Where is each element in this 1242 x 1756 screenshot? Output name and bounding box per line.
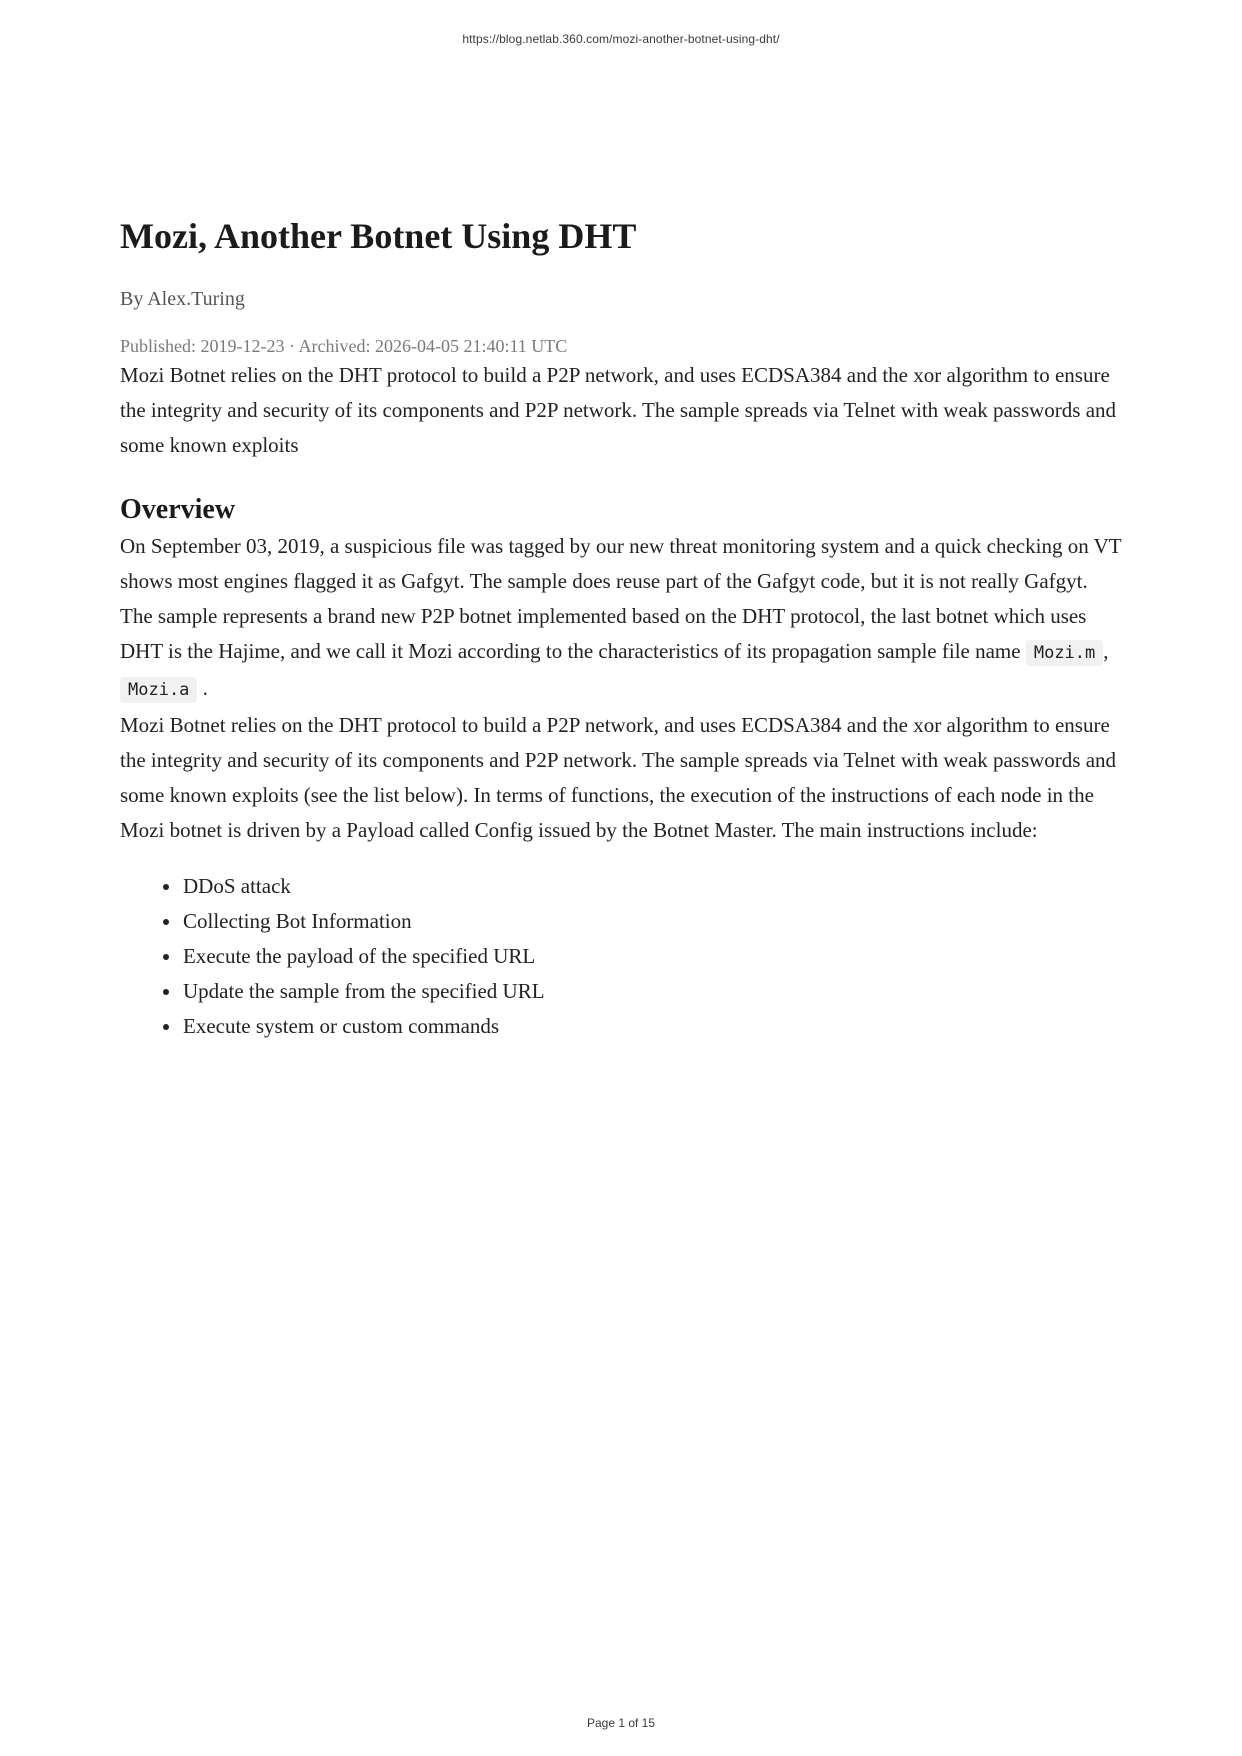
- bullet-icon: [163, 884, 169, 890]
- sample-paragraph-text: The sample represents a brand new P2P botnet implemented based on the DHT protocol, the last botnet which uses DHT is the Hajime, and we call it Mozi according to the characteristics of its propagation sample file name: [120, 604, 1087, 663]
- overview-paragraph: On September 03, 2019, a suspicious file was tagged by our new threat monitoring system and a quick checking on VT shows most engines flagged it as Gafgyt. The sample does reuse part of the Gafgyt code, but it is not really Gafgyt.: [120, 534, 1122, 593]
- list-item: [183, 939, 1130, 974]
- list-item: [183, 904, 1130, 939]
- bullet-icon: [163, 989, 169, 995]
- details-paragraph: Mozi Botnet relies on the DHT protocol to build a P2P network, and uses ECDSA384 and the xor algorithm to ensure the integrity and security of its components and P2P network. The sample spreads via Telnet with weak passwords and some known exploits (see the list below). In terms of functions, the execution of the instructions of each node in the Mozi botnet is driven by a Payload called Config issued by the Botnet Master. The main instructions include:: [120, 713, 1117, 842]
- list-item-text: Update the sample from the specified URL: [183, 979, 545, 1003]
- list-item-text: Collecting Bot Information: [183, 909, 412, 933]
- summary-paragraph: Mozi Botnet relies on the DHT protocol to build a P2P network, and uses ECDSA384 and the xor algorithm to ensure the integrity and security of its components and P2P network. The sample spreads via Telnet with weak passwords and some known exploits: [120, 363, 1117, 457]
- bullet-icon: [163, 1024, 169, 1030]
- page-url: https://blog.netlab.360.com/mozi-another-botnet-using-dht/: [462, 32, 780, 46]
- bullet-icon: [163, 919, 169, 925]
- publish-dates: Published: 2019-12-23 · Archived: 2026-04-05 21:40:11 UTC: [120, 336, 568, 356]
- sample-paragraph: [120, 599, 1130, 708]
- list-item-text: Execute system or custom commands: [183, 1014, 500, 1038]
- instructions-list: [120, 869, 1130, 1044]
- author-byline: By Alex.Turing: [120, 288, 245, 310]
- bullet-icon: [163, 954, 169, 960]
- page-number: Page 1 of 15: [586, 1716, 656, 1730]
- list-item-text: DDoS attack: [183, 874, 291, 898]
- list-item: [183, 974, 1130, 1009]
- file-name-code: Mozi.a: [120, 677, 197, 703]
- list-item-text: Execute the payload of the specified URL: [183, 944, 536, 968]
- list-item: [183, 1009, 1130, 1044]
- overview-heading: Overview: [120, 494, 236, 525]
- period-text: .: [202, 676, 208, 700]
- list-item: [183, 869, 1130, 904]
- separator-text: ,: [1103, 639, 1109, 663]
- article: [120, 212, 1130, 1044]
- file-name-code: Mozi.m: [1026, 640, 1103, 666]
- article-title: Mozi, Another Botnet Using DHT: [120, 216, 637, 256]
